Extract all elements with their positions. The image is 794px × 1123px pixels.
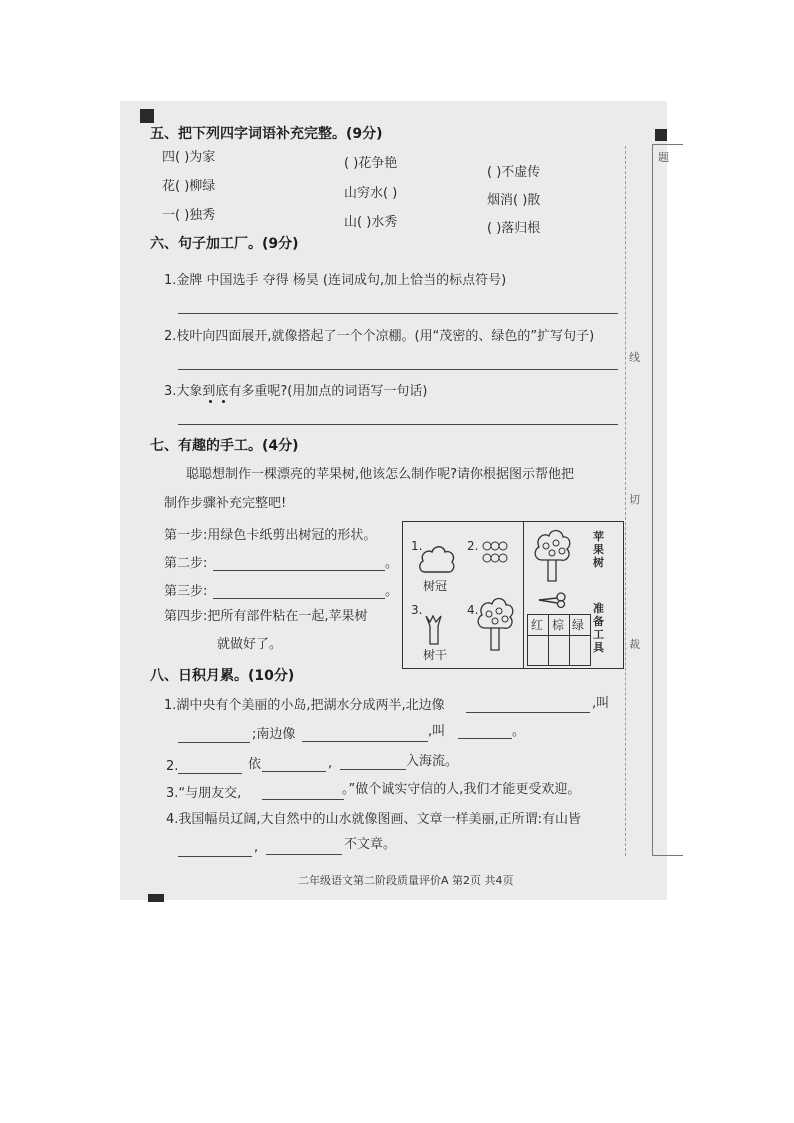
paper-color-row [528,635,590,636]
step-2-label: 第二步: [164,556,208,571]
question-8-2a: 2. [166,759,179,774]
answer-line-6-2[interactable] [178,369,618,370]
section-7-intro-2: 制作步骤补充完整吧! [164,496,287,511]
paper-color-brown: 棕 [552,618,565,632]
figure-num-4: 4. [467,603,479,617]
registration-mark-top [140,109,154,123]
apple-tree-icon [475,594,515,654]
answer-line-8-3[interactable] [262,799,344,800]
answer-line-8-2a[interactable] [178,773,242,774]
question-6-3: 3.大象到底有多重呢?(用加点的词语写一句话) [164,384,428,399]
answer-line-8-2b[interactable] [262,771,326,772]
answer-line-6-3[interactable] [178,424,618,425]
emphasis-dot [209,400,212,403]
paper-colors [527,614,591,666]
answer-line-8-1-name2[interactable] [458,738,512,739]
answer-line-8-1-name1[interactable] [178,742,250,743]
margin-label-top: 题 [658,151,669,164]
emphasis-dot [222,400,225,403]
answer-line-6-1[interactable] [178,313,618,314]
section-8-title: 八、日积月累。(10分) [150,668,295,684]
question-6-1: 1.金牌 中国选手 夺得 杨昊 (连词成句,加上恰当的标点符号) [164,273,507,288]
question-8-2b: 依 [248,757,262,772]
question-8-2d: 入海流。 [406,754,459,769]
idiom-item: ( )落归根 [487,221,541,236]
idiom-item: 山穷水( ) [344,186,398,201]
scissors-icon [537,592,571,608]
question-8-3b: 。”做个诚实守信的人,我们才能更受欢迎。 [342,782,581,797]
margin-cut: 切 [629,493,640,506]
step-3-label: 第三步: [164,584,208,599]
paper-color-red: 红 [531,618,544,632]
binding-margin [625,146,626,856]
figure-divider [523,522,524,668]
answer-line-8-4a[interactable] [178,856,252,857]
idiom-item: 花( )柳绿 [162,179,216,194]
paper-color-green: 绿 [572,618,585,632]
step-1: 第一步:用绿色卡纸剪出树冠的形状。 [164,528,377,543]
crown-shape-icon [417,542,457,576]
step-4-cont: 就做好了。 [217,637,283,652]
section-5-title: 五、把下列四字词语补充完整。(9分) [150,126,383,142]
step-3-period: 。 [385,584,399,599]
question-8-4b: , [254,840,259,855]
question-8-1a: 1.湖中央有个美丽的小岛,把湖水分成两半,北边像 [164,698,445,713]
question-8-4a: 4.我国幅员辽阔,大自然中的山水就像图画、文章一样美丽,正所谓:有山皆 [166,812,582,827]
trunk-shape-icon [423,614,445,646]
page-footer: 二年级语文第二阶段质量评价A 第2页 共4页 [298,874,514,887]
answer-line-8-4b[interactable] [266,854,342,855]
registration-mark-bottom [148,894,164,902]
registration-mark-right [655,129,667,141]
margin-table [652,144,683,856]
question-8-1d: ,叫 [428,724,446,739]
question-6-2: 2.枝叶向四面展开,就像搭起了一个个凉棚。(用“茂密的、绿色的”扩写句子) [164,329,595,344]
question-8-2c: , [328,756,333,771]
margin-cut-line: 线 [629,351,640,364]
exam-page [120,101,667,900]
question-8-4c: 不文章。 [344,837,397,852]
idiom-item: ( )花争艳 [344,156,398,171]
question-8-1e: 。 [512,724,526,739]
answer-line-8-2c[interactable] [340,769,406,770]
finished-tree-icon [531,526,575,584]
figure-num-3: 3. [411,603,423,617]
craft-figure [402,521,624,669]
margin-cut-words: 裁 [629,638,640,651]
idiom-item: 烟消( )散 [487,193,541,208]
step-4: 第四步:把所有部件粘在一起,苹果树 [164,609,368,624]
answer-line-8-1-north[interactable] [466,712,590,713]
section-6-title: 六、句子加工厂。(9分) [150,236,299,252]
answer-line-step-3[interactable] [213,598,385,599]
idiom-item: 一( )独秀 [162,208,216,223]
answer-line-8-1-south[interactable] [302,741,428,742]
apples-icon [481,540,509,566]
trunk-label: 树干 [423,648,448,662]
side-label-tree: 苹果树 [593,530,604,569]
figure-num-2: 2. [467,539,479,553]
step-2-period: 。 [385,556,399,571]
question-8-3a: 3.“与朋友交, [166,786,242,801]
figure-num-1: 1. [411,539,423,553]
idiom-item: 山( )水秀 [344,215,398,230]
side-label-tools: 准备工具 [593,602,604,654]
question-8-1b: ,叫 [592,696,610,711]
section-7-title: 七、有趣的手工。(4分) [150,438,299,454]
question-8-1c: ;南边像 [252,727,296,742]
answer-line-step-2[interactable] [213,570,385,571]
idiom-item: 四( )为家 [162,150,216,165]
idiom-item: ( )不虚传 [487,165,541,180]
crown-label: 树冠 [423,579,448,593]
section-7-intro-1: 聪聪想制作一棵漂亮的苹果树,他该怎么制作呢?请你根据图示帮他把 [186,467,575,482]
